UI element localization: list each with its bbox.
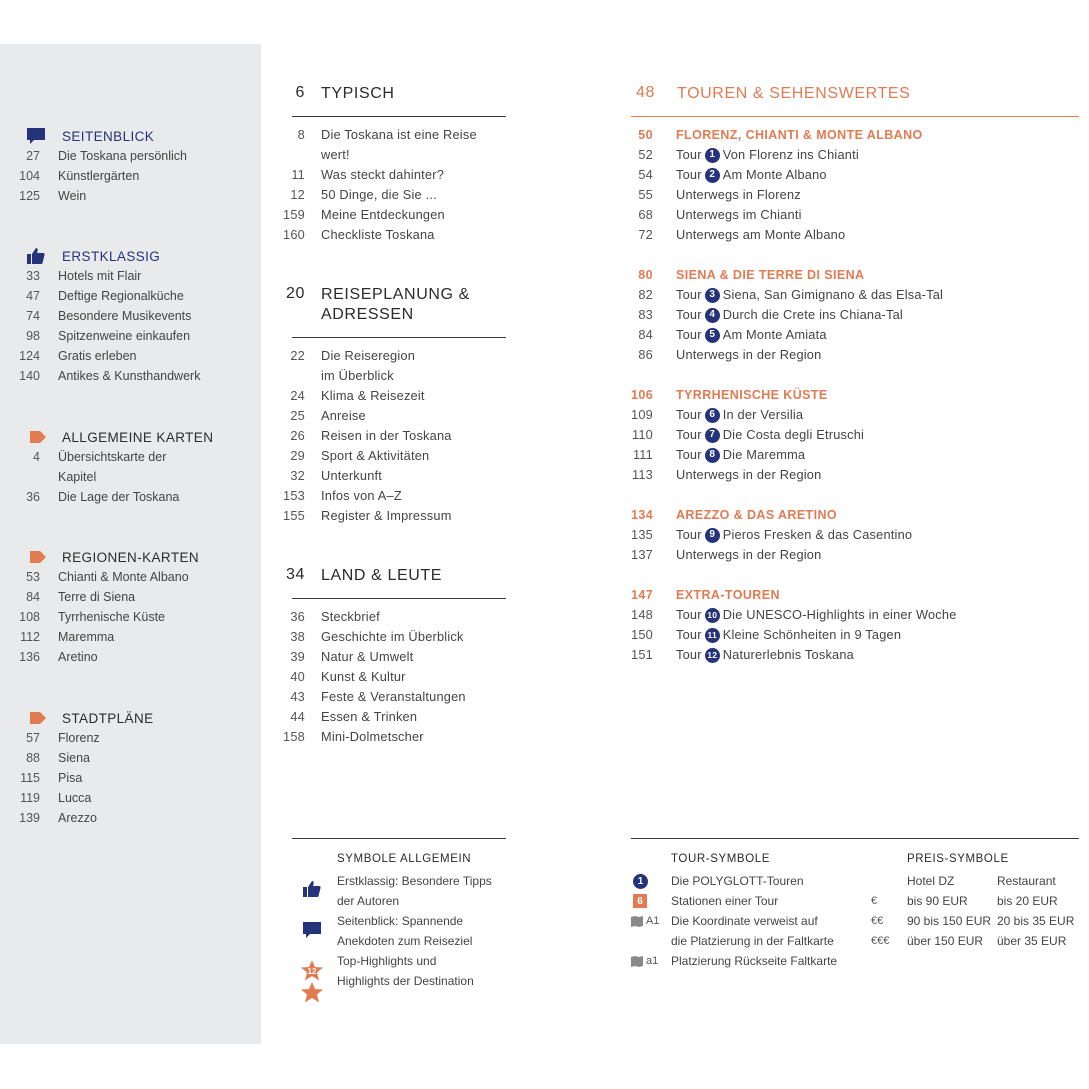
list-item[interactable]: 68 Unterwegs im Chianti	[638, 207, 802, 222]
list-item[interactable]: 124 Gratis erleben	[19, 349, 137, 363]
list-item[interactable]: 54 Tour 2 Am Monte Albano	[638, 167, 827, 182]
sidebar-title: STADTPLÄNE	[62, 710, 154, 726]
legend-line: die Platzierung in der Faltkarte	[671, 934, 834, 948]
legend-line: Erstklassig: Besondere Tipps	[337, 874, 492, 888]
list-item[interactable]: 53 Chianti & Monte Albano	[26, 570, 189, 584]
list-item[interactable]: 119 Lucca	[20, 791, 92, 805]
legend-line: Stationen einer Tour	[671, 894, 779, 908]
speech-bubble-icon	[302, 921, 322, 939]
legend-line: Seitenblick: Spannende	[337, 914, 464, 928]
tour-number-badge: 8	[705, 448, 720, 463]
tour-region	[631, 265, 1081, 365]
legend-title: TOUR-SYMBOLE	[671, 853, 771, 865]
region-heading[interactable]: 80 SIENA & DIE TERRE DI SIENA	[638, 268, 865, 282]
section-number: 6	[295, 84, 305, 101]
divider	[631, 116, 1079, 117]
section-title: LAND & LEUTE	[321, 567, 443, 584]
list-item[interactable]: 83 Tour 4 Durch die Crete ins Chiana-Tal	[638, 307, 903, 322]
map-tag-icon	[30, 551, 46, 563]
divider	[292, 838, 506, 839]
star-numbered-icon	[300, 959, 324, 981]
list-item[interactable]: 29 Sport & Aktivitäten	[290, 448, 430, 463]
list-item[interactable]: Kapitel	[58, 470, 97, 484]
tour-number-badge: 2	[705, 168, 720, 183]
list-item[interactable]: 108 Tyrrhenische Küste	[19, 610, 165, 624]
list-item[interactable]: 104 Künstlergärten	[19, 169, 140, 183]
list-item[interactable]: 115 Pisa	[20, 771, 83, 785]
list-item[interactable]: 139 Arezzo	[19, 811, 97, 825]
sidebar-section-allgemeine-karten	[0, 427, 261, 507]
list-item[interactable]: 153 Infos von A–Z	[283, 488, 402, 503]
folded-map-icon	[631, 916, 643, 927]
list-item[interactable]: 38 Geschichte im Überblick	[290, 629, 464, 644]
tour-region	[631, 505, 1081, 565]
list-item[interactable]: 52 Tour 1 Von Florenz ins Chianti	[638, 147, 859, 162]
list-item[interactable]: im Überblick	[321, 368, 394, 383]
list-item[interactable]: 84 Terre di Siena	[26, 590, 136, 604]
tour-number-badge: 4	[705, 308, 720, 323]
region-heading[interactable]: 147 EXTRA-TOUREN	[631, 588, 780, 602]
tour-number-badge: 10	[705, 608, 720, 623]
price-restaurant: über 35 EUR	[997, 934, 1067, 948]
legend-title: SYMBOLE ALLGEMEIN	[337, 853, 472, 865]
sidebar-title: REGIONEN-KARTEN	[62, 549, 200, 565]
list-item[interactable]: 158 Mini-Dolmetscher	[283, 729, 424, 744]
star-number: 12	[307, 967, 317, 976]
list-item[interactable]: 36 Die Lage der Toskana	[26, 490, 180, 504]
list-item[interactable]: 72 Unterwegs am Monte Albano	[638, 227, 846, 242]
divider	[292, 116, 506, 117]
list-item[interactable]: 82 Tour 3 Siena, San Gimignano & das Elsa-Tal	[638, 287, 944, 302]
tour-region	[631, 125, 1081, 245]
tour-number-badge: 12	[705, 648, 720, 663]
legend-line: Top-Highlights und	[337, 954, 437, 968]
sidebar-title: ERSTKLASSIG	[62, 248, 161, 264]
legend-line: Anekdoten zum Reiseziel	[337, 934, 473, 948]
price-hotel: bis 90 EUR	[907, 894, 968, 908]
list-item[interactable]: 98 Spitzenweine einkaufen	[26, 329, 191, 343]
list-item[interactable]: 136 Aretino	[19, 650, 98, 664]
sidebar-section-seitenblick	[0, 126, 261, 206]
list-item[interactable]: 26 Reisen in der Toskana	[290, 428, 452, 443]
list-item[interactable]: 43 Feste & Veranstaltungen	[290, 689, 466, 704]
list-item[interactable]: 112 Maremma	[20, 630, 115, 644]
list-item[interactable]: 8 Die Toskana ist eine Reise	[297, 127, 477, 142]
tour-region	[631, 385, 1081, 485]
section-number: 34	[286, 566, 305, 583]
price-symbol: €€€	[871, 935, 890, 947]
list-item[interactable]: 11 Was steckt dahinter?	[291, 167, 445, 182]
list-item[interactable]: 57 Florenz	[26, 731, 100, 745]
list-item[interactable]: 33 Hotels mit Flair	[26, 269, 142, 283]
tour-number-badge: 6	[705, 408, 720, 423]
sidebar-title: ALLGEMEINE KARTEN	[62, 429, 214, 445]
tour-number-badge: 9	[705, 528, 720, 543]
list-item[interactable]: 84 Tour 5 Am Monte Amiata	[638, 327, 827, 342]
price-restaurant: bis 20 EUR	[997, 894, 1058, 908]
list-item[interactable]: wert!	[321, 147, 350, 162]
price-hotel: 90 bis 150 EUR	[907, 914, 992, 928]
list-item[interactable]: 111 Tour 8 Die Maremma	[632, 447, 806, 462]
legend-line: Platzierung Rückseite Faltkarte	[671, 954, 838, 968]
list-item[interactable]: 32 Unterkunft	[290, 468, 383, 483]
divider	[292, 337, 506, 338]
legend-general	[292, 838, 506, 991]
list-item[interactable]: 40 Kunst & Kultur	[290, 669, 406, 684]
divider	[631, 838, 1079, 839]
list-item[interactable]: 151 Tour 12 Naturerlebnis Toskana	[631, 647, 854, 662]
list-item[interactable]: 113 Unterwegs in der Region	[631, 467, 822, 482]
list-item[interactable]: 140 Antikes & Kunsthandwerk	[19, 369, 201, 383]
legend-line: Die Koordinate verweist auf	[671, 914, 818, 928]
price-restaurant: 20 bis 35 EUR	[997, 914, 1075, 928]
list-item[interactable]: 137 Unterwegs in der Region	[631, 547, 822, 562]
region-heading[interactable]: 134 AREZZO & DAS ARETINO	[631, 508, 838, 522]
section-title: REISEPLANUNG & ADRESSEN	[321, 286, 470, 323]
list-item[interactable]: 155 Register & Impressum	[283, 508, 452, 523]
sidebar-section-stadtplaene	[0, 708, 261, 828]
tour-region	[631, 585, 1081, 665]
section-reiseplanung	[276, 285, 506, 526]
list-item[interactable]: 47 Deftige Regionalküche	[26, 289, 184, 303]
divider	[292, 598, 506, 599]
section-number: 48	[636, 84, 655, 101]
thumbs-up-icon	[26, 247, 46, 265]
list-item[interactable]: 125 Wein	[19, 189, 87, 203]
section-touren	[631, 84, 1081, 665]
tour-number-badge: 7	[705, 428, 720, 443]
list-item[interactable]: 159 Meine Entdeckungen	[283, 207, 445, 222]
tour-circle-icon: 1	[633, 874, 648, 889]
list-item[interactable]: 135 Tour 9 Pieros Fresken & das Casentino	[631, 527, 913, 542]
price-col-header: Restaurant	[997, 874, 1056, 888]
section-number: 20	[286, 285, 305, 302]
section-typisch	[276, 84, 506, 245]
speech-bubble-icon	[26, 127, 46, 145]
list-item[interactable]: 148 Tour 10 Die UNESCO-Highlights in einer Woche	[631, 607, 957, 622]
tour-number-badge: 11	[705, 628, 720, 643]
section-land-leute	[276, 566, 506, 747]
sidebar-section-erstklassig	[0, 246, 261, 386]
list-item[interactable]: 110 Tour 7 Die Costa degli Etruschi	[631, 427, 865, 442]
tour-number-badge: 3	[705, 288, 720, 303]
map-tag-icon	[30, 712, 46, 724]
section-title: TYPISCH	[321, 85, 395, 102]
list-item[interactable]: 150 Tour 11 Kleine Schönheiten in 9 Tagen	[631, 627, 902, 642]
list-item[interactable]: 86 Unterwegs in der Region	[638, 347, 822, 362]
thumbs-up-icon	[302, 880, 322, 898]
region-heading[interactable]: 106 TYRRHENISCHE KÜSTE	[631, 388, 828, 402]
list-item[interactable]: 55 Unterwegs in Florenz	[638, 187, 801, 202]
station-square-icon: 6	[633, 894, 647, 908]
list-item[interactable]: 36 Steckbrief	[290, 609, 380, 624]
list-item[interactable]: 160 Checkliste Toskana	[283, 227, 435, 242]
sidebar-title: SEITENBLICK	[62, 128, 155, 144]
list-item[interactable]: 27 Die Toskana persönlich	[26, 149, 188, 163]
list-item[interactable]: 12 50 Dinge, die Sie ...	[290, 187, 437, 202]
map-coordinate-back: a1	[646, 955, 659, 967]
star-icon	[300, 981, 324, 1003]
legend-line: Highlights der Destination	[337, 974, 474, 988]
price-col-header: Hotel DZ	[907, 874, 955, 888]
region-heading[interactable]: 50 FLORENZ, CHIANTI & MONTE ALBANO	[638, 128, 923, 142]
map-coordinate: A1	[646, 915, 660, 927]
tour-number-badge: 5	[705, 328, 720, 343]
list-item[interactable]: 4 Übersichtskarte der	[33, 450, 167, 464]
price-symbol: €€	[871, 915, 884, 927]
list-item[interactable]: 74 Besondere Musikevents	[26, 309, 192, 323]
sidebar-section-regionen-karten	[0, 547, 261, 667]
legend-title: PREIS-SYMBOLE	[907, 853, 1009, 865]
list-item[interactable]: 88 Siena	[26, 751, 90, 765]
tour-number-badge: 1	[705, 148, 720, 163]
list-item[interactable]: 44 Essen & Trinken	[290, 709, 418, 724]
legend-line: Die POLYGLOTT-Touren	[671, 874, 804, 888]
list-item[interactable]: 109 Tour 6 In der Versilia	[631, 407, 804, 422]
legend-line: der Autoren	[337, 894, 400, 908]
list-item[interactable]: 39 Natur & Umwelt	[290, 649, 414, 664]
price-hotel: über 150 EUR	[907, 934, 984, 948]
section-title: TOUREN & SEHENSWERTES	[677, 85, 911, 102]
list-item[interactable]: 22 Die Reiseregion	[290, 348, 416, 363]
legend-tour-price	[631, 838, 1079, 971]
list-item[interactable]: 25 Anreise	[290, 408, 366, 423]
map-tag-icon	[30, 431, 46, 443]
price-symbol: €	[871, 895, 878, 907]
list-item[interactable]: 24 Klima & Reisezeit	[290, 388, 425, 403]
folded-map-icon	[631, 956, 643, 967]
tour-sections	[631, 125, 1081, 665]
